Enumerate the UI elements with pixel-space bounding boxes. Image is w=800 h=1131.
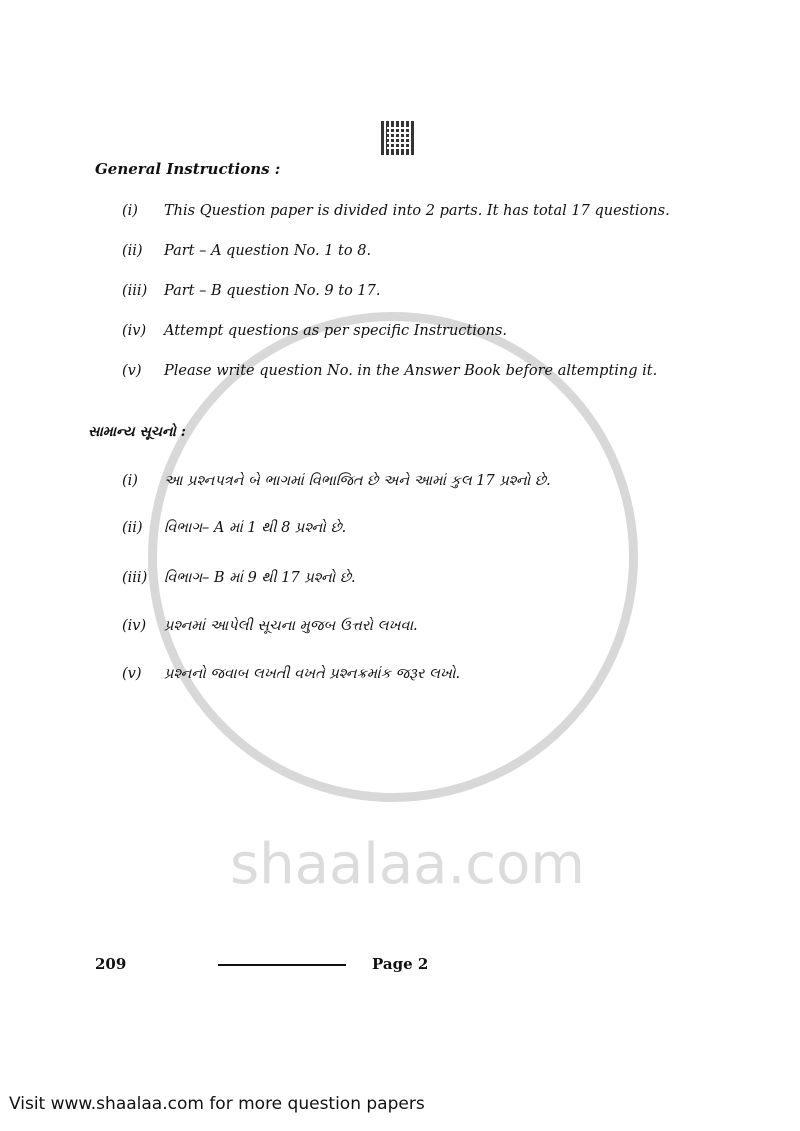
gujarati-item [122,471,551,491]
item-text: Part – A question No. 1 to 8. [164,243,372,259]
footer-divider [218,964,346,966]
item-text: Please write question No. in the Answer Book before altempting it. [164,363,658,379]
item-text: વિભાગ– A માં 1 થી 8 પ્રશ્નો છે. [164,520,347,536]
item-number: (iv) [122,323,147,339]
item-number: (iii) [122,570,148,586]
paper-code: 209 [95,955,127,973]
english-item [122,361,657,381]
page-number: Page 2 [372,955,429,973]
gujarati-item [122,568,356,588]
item-number: (iv) [122,618,147,634]
item-number: (i) [122,203,138,219]
item-text: પ્રશ્નમાં આપેલી સૂચના મુજબ ઉત્તરો લખવા. [164,618,418,634]
english-item [122,281,380,301]
item-number: (i) [122,473,138,489]
gujarati-heading: સામાન્ય સૂચનો : [88,424,186,440]
gujarati-item [122,616,418,636]
visit-banner: Visit www.shaalaa.com for more question papers [9,1094,425,1114]
item-text: આ પ્રશ્નપત્રને બે ભાગમાં વિભાજિત છે અને આમાં કુલ 17 પ્રશ્નો છે. [164,473,551,489]
gujarati-item [122,518,346,538]
item-number: (ii) [122,520,143,536]
english-item [122,241,371,261]
watermark-text: shaalaa.com [230,832,585,897]
item-text: Attempt questions as per specific Instructions. [164,323,508,339]
english-heading: General Instructions : [95,160,281,178]
item-number: (v) [122,666,142,682]
english-item [122,321,507,341]
item-number: (ii) [122,243,143,259]
item-text: Part – B question No. 9 to 17. [164,283,381,299]
watermark-circle [148,312,638,802]
item-number: (iii) [122,283,148,299]
item-number: (v) [122,363,142,379]
gujarati-item [122,664,460,684]
qr-code-icon [381,121,415,155]
item-text: પ્રશ્નનો જવાબ લખતી વખતે પ્રશ્નક્રમાંક જરૂર લખો. [164,666,461,682]
item-text: વિભાગ– B માં 9 થી 17 પ્રશ્નો છે. [164,570,356,586]
item-text: This Question paper is divided into 2 parts. It has total 17 questions. [164,203,670,219]
english-item [122,201,670,221]
